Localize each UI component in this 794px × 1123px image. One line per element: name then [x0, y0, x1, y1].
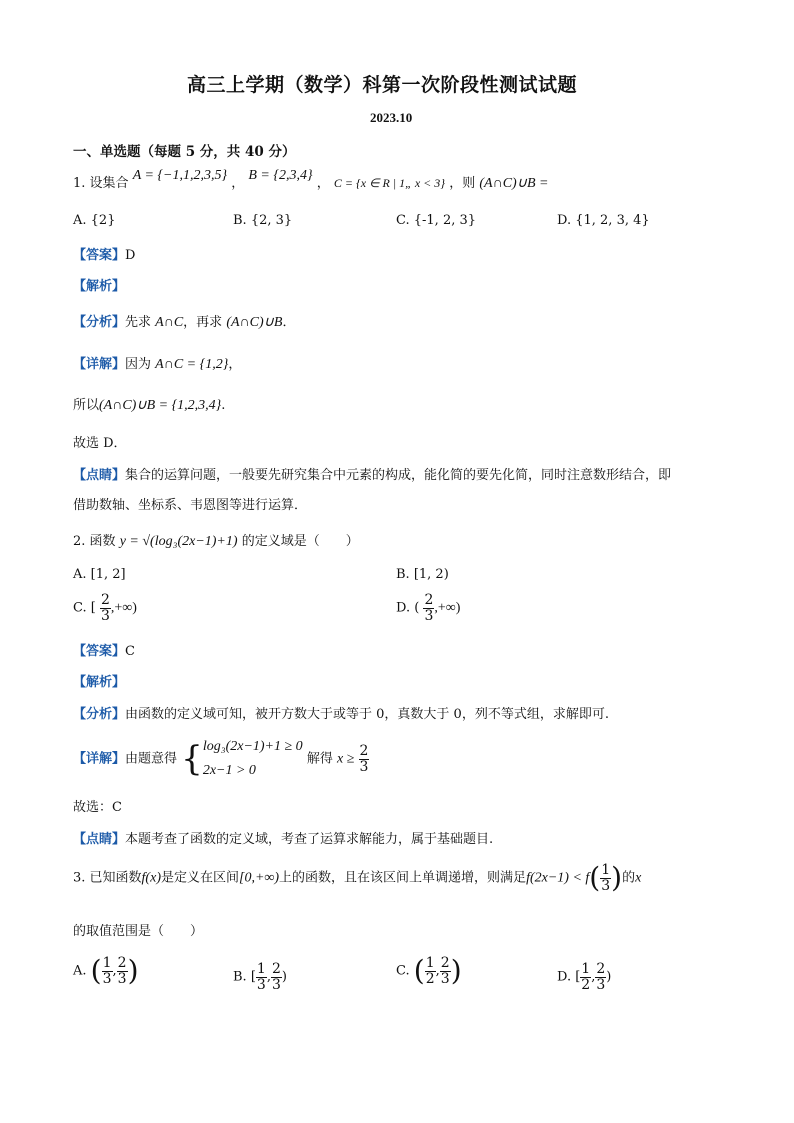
detail-text: 由题意得 [125, 751, 178, 767]
exam-date: 2023.10 [370, 110, 413, 125]
frac-den: 2 [581, 976, 591, 993]
question-1-number: 1. 设集合 [73, 176, 129, 191]
set-a: A = {−1,1,2,3,5} [132, 168, 228, 183]
answer-value: C [125, 644, 135, 659]
q1-fenxi [73, 311, 295, 331]
detail-tag: 【详解】 [73, 357, 126, 372]
detail-result: x ≥ [336, 751, 355, 767]
paren-right: ) [127, 954, 139, 988]
page-title: 高三上学期（数学）科第一次阶段性测试试题 [187, 74, 578, 96]
detail-text-2: ， [228, 357, 242, 372]
brace-icon: { [181, 739, 203, 779]
q2-choose: 故选：C [73, 800, 122, 815]
paren-right: ) [450, 954, 462, 988]
question-3-number: 3. 已知函数 [73, 870, 142, 886]
question-1-expression: (A∩C)∪B = [479, 176, 549, 191]
comment-tag: 【点睛】 [73, 468, 126, 483]
q3-option-b [233, 962, 287, 992]
detail-tag: 【详解】 [73, 751, 126, 767]
result-num: 2 [359, 742, 369, 759]
paren-left: ( [90, 954, 102, 988]
q1-comment-line-2: 借助数轴、坐标系、韦恩图等进行运算． [73, 498, 308, 513]
fenxi-text: 先求 [125, 315, 152, 330]
frac-num: 2 [596, 961, 606, 977]
q2-opt-d-tail: ,+∞) [434, 600, 461, 616]
q1-so [73, 394, 225, 414]
comment-text: 本题考查了函数的定义域，考查了运算求解能力，属于基础题目. [125, 832, 494, 847]
ineq-den: 3 [601, 877, 611, 894]
so-math: (A∩C)∪B = {1,2,3,4} [99, 398, 222, 413]
frac-den: 2 [425, 970, 435, 987]
q3-opt-c-label: C. [396, 963, 410, 979]
comment-tag: 【点睛】 [73, 832, 126, 847]
paren-right: ) [281, 969, 287, 985]
q2-fenxi [73, 703, 609, 722]
question-3-fx: f(x) [141, 870, 161, 886]
answer-tag: 【答案】 [73, 644, 126, 659]
question-2 [73, 530, 359, 550]
q2-opt-c-tail: ,+∞) [110, 600, 137, 616]
question-3-interval: [0,+∞) [239, 870, 280, 886]
q1-option-c: C. {-1, 2, 3} [396, 213, 477, 228]
question-2-function: y = √(log₃(2x−1)+1) [119, 534, 238, 549]
q2-comment [73, 828, 493, 847]
set-b: B = {2,3,4} [248, 168, 313, 183]
fenxi-text-2: ，再求 [183, 315, 223, 330]
answer-value: D [125, 248, 136, 263]
frac-num: 2 [117, 955, 127, 971]
frac-den: 3 [440, 970, 450, 987]
comment-text-1: 集合的运算问题，一般要先研究集合中元素的构成，能化简的要先化简，同时注意数形结合，即 [125, 468, 672, 483]
q1-option-d: D. {1, 2, 3, 4} [557, 213, 650, 228]
q1-answer [73, 244, 135, 263]
system-line-2: 2x−1 > 0 [202, 763, 256, 778]
question-1-ask: ，则 [449, 176, 476, 191]
q2-opt-c-den: 3 [100, 607, 110, 624]
q2-opt-c-label: C. [ [73, 600, 96, 616]
comma: , [591, 969, 596, 985]
question-3-text-b: 上的函数，且在该区间上单调递增，则满足 [279, 870, 527, 886]
q3-option-c [396, 956, 462, 986]
question-3: 3. 已知函数f(x)是定义在区间[0,+∞)上的函数，且在该区间上单调递增，则满足f(2x−1) < f( $\frac{1}{3}$ )的x [73, 861, 642, 895]
q1-choose: 故选 D． [73, 436, 127, 451]
question-3-inequality: f(2x−1) < f [526, 870, 590, 886]
fenxi-tag: 【分析】 [73, 707, 126, 722]
section-heading: 一、单选题（每题 5 分，共 40 分） [73, 144, 296, 160]
frac-num: 2 [440, 955, 450, 971]
q1-option-a: A. {2} [73, 213, 116, 228]
detail-math: A∩C = {1,2} [155, 357, 229, 372]
question-3-text-a: 是定义在区间 [160, 870, 239, 886]
frac-num: 1 [256, 961, 266, 977]
paren-left: ( [413, 954, 425, 988]
frac-den: 3 [256, 976, 266, 993]
fenxi-tag: 【分析】 [73, 315, 126, 330]
frac-num: 1 [102, 955, 112, 971]
q3-option-a [73, 956, 139, 986]
q2-opt-d-num: 2 [424, 592, 434, 608]
fenxi-text-3: ． [282, 315, 296, 330]
q3-option-d [557, 962, 611, 992]
q2-option-d [396, 593, 460, 623]
system-line-1: log₃(2x−1)+1 ≥ 0 [202, 739, 303, 754]
result-den: 3 [359, 758, 369, 775]
frac-num: 1 [425, 955, 435, 971]
comma: , [266, 969, 271, 985]
q1-detail [73, 353, 241, 373]
question-2-number: 2. 函数 [73, 534, 116, 549]
comma: , [112, 963, 117, 979]
q1-comment [73, 464, 671, 483]
q2-analysis-tag: 【解析】 [73, 675, 126, 690]
question-3-x: x [635, 870, 642, 886]
fenxi-text: 由函数的定义域可知，被开方数大于或等于 0，真数大于 0，列不等式组，求解即可. [125, 707, 609, 722]
q1-analysis-tag: 【解析】 [73, 279, 126, 294]
paren-right: ) [606, 969, 612, 985]
ineq-num: 1 [601, 862, 611, 878]
q2-opt-d-label: D. ( [396, 600, 420, 616]
frac-num: 2 [271, 961, 281, 977]
frac-den: 3 [117, 970, 127, 987]
q3-opt-b-label: B. [ [233, 969, 256, 985]
q3-opt-a-label: A. [73, 963, 87, 979]
q2-option-b: B. [1, 2) [396, 567, 449, 582]
q2-option-c [73, 593, 137, 623]
q2-answer [73, 640, 135, 659]
fenxi-math-1: A∩C [155, 315, 184, 330]
comma: , [435, 963, 440, 979]
q2-opt-d-den: 3 [424, 607, 434, 624]
detail-text: 因为 [125, 357, 152, 372]
frac-den: 3 [102, 970, 112, 987]
answer-tag: 【答案】 [73, 248, 126, 263]
frac-num: 1 [581, 961, 591, 977]
question-3-line-2: 的取值范围是（ ） [73, 924, 204, 939]
q2-detail [73, 735, 369, 783]
detail-text-2: 解得 [306, 751, 333, 767]
so-text: 所以 [73, 398, 100, 413]
frac-den: 3 [271, 976, 281, 993]
set-c: C = {x ∈ R | 1„ x < 3} [333, 176, 446, 190]
question-3-text-c: 的 [622, 870, 636, 886]
q2-option-a: A. [1, 2] [73, 567, 126, 582]
fenxi-math-2: (A∩C)∪B [226, 315, 283, 330]
q3-opt-d-label: D. [ [557, 969, 581, 985]
frac-den: 3 [596, 976, 606, 993]
q1-option-b: B. {2, 3} [233, 213, 293, 228]
question-2-ask: 的定义域是（ ） [241, 534, 359, 549]
so-end: . [221, 398, 226, 413]
q2-opt-c-num: 2 [100, 592, 110, 608]
question-1: 1. 设集合 A = {−1,1,2,3,5} ， B = {2,3,4} ， C = {x ∈ R | 1„ x < 3} ，则 (A∩C)∪B = [73, 168, 549, 191]
